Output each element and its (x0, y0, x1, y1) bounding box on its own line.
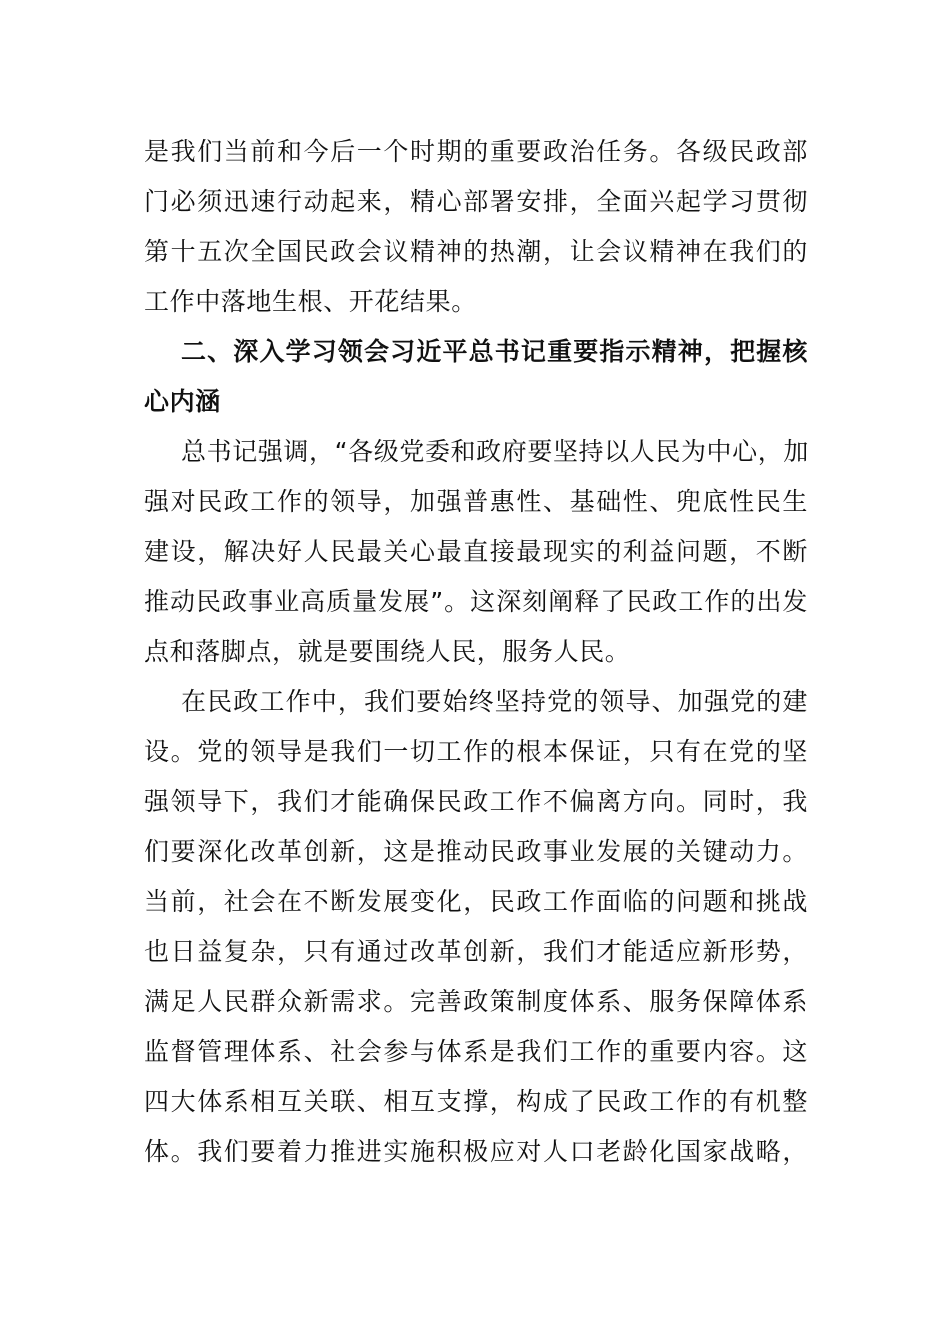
text-line: 是我们当前和今后一个时期的重要政治任务。各级民政部 (144, 137, 808, 166)
document-body (144, 127, 808, 1177)
text-line: 也日益复杂，只有通过改革创新，我们才能适应新形势， (144, 937, 808, 966)
text-line: 点和落脚点，就是要围绕人民，服务人民。 (144, 637, 631, 666)
text-line: 设。党的领导是我们一切工作的根本保证，只有在党的坚 (144, 737, 808, 766)
paragraph-4 (144, 677, 808, 1177)
heading-line: 心内涵 (144, 387, 221, 416)
paragraph-1 (144, 127, 808, 327)
text-line: 强领导下，我们才能确保民政工作不偏离方向。同时，我 (144, 787, 808, 816)
text-line: 工作中落地生根、开花结果。 (144, 287, 477, 316)
text-line: 推动民政事业高质量发展”。这深刻阐释了民政工作的出发 (144, 587, 808, 616)
text-line: 建设，解决好人民最关心最直接最现实的利益问题，不断 (144, 537, 808, 566)
text-line: 当前，社会在不断发展变化，民政工作面临的问题和挑战 (144, 887, 808, 916)
text-line: 体。我们要着力推进实施积极应对人口老龄化国家战略， (144, 1137, 808, 1166)
text-line: 满足人民群众新需求。完善政策制度体系、服务保障体系 (144, 987, 808, 1016)
heading-line: 二、深入学习领会习近平总书记重要指示精神，把握核 (181, 337, 808, 366)
text-line: 们要深化改革创新，这是推动民政事业发展的关键动力。 (144, 837, 808, 866)
text-line: 第十五次全国民政会议精神的热潮，让会议精神在我们的 (144, 237, 808, 266)
text-line: 监督管理体系、社会参与体系是我们工作的重要内容。这 (144, 1037, 808, 1066)
text-line: 强对民政工作的领导，加强普惠性、基础性、兜底性民生 (144, 487, 808, 516)
text-line: 门必须迅速行动起来，精心部署安排，全面兴起学习贯彻 (144, 187, 808, 216)
text-line: 四大体系相互关联、相互支撑，构成了民政工作的有机整 (144, 1087, 808, 1116)
section-heading (144, 327, 808, 427)
text-line: 总书记强调，“各级党委和政府要坚持以人民为中心，加 (181, 437, 809, 466)
text-line: 在民政工作中，我们要始终坚持党的领导、加强党的建 (181, 687, 808, 716)
paragraph-3 (144, 427, 808, 677)
